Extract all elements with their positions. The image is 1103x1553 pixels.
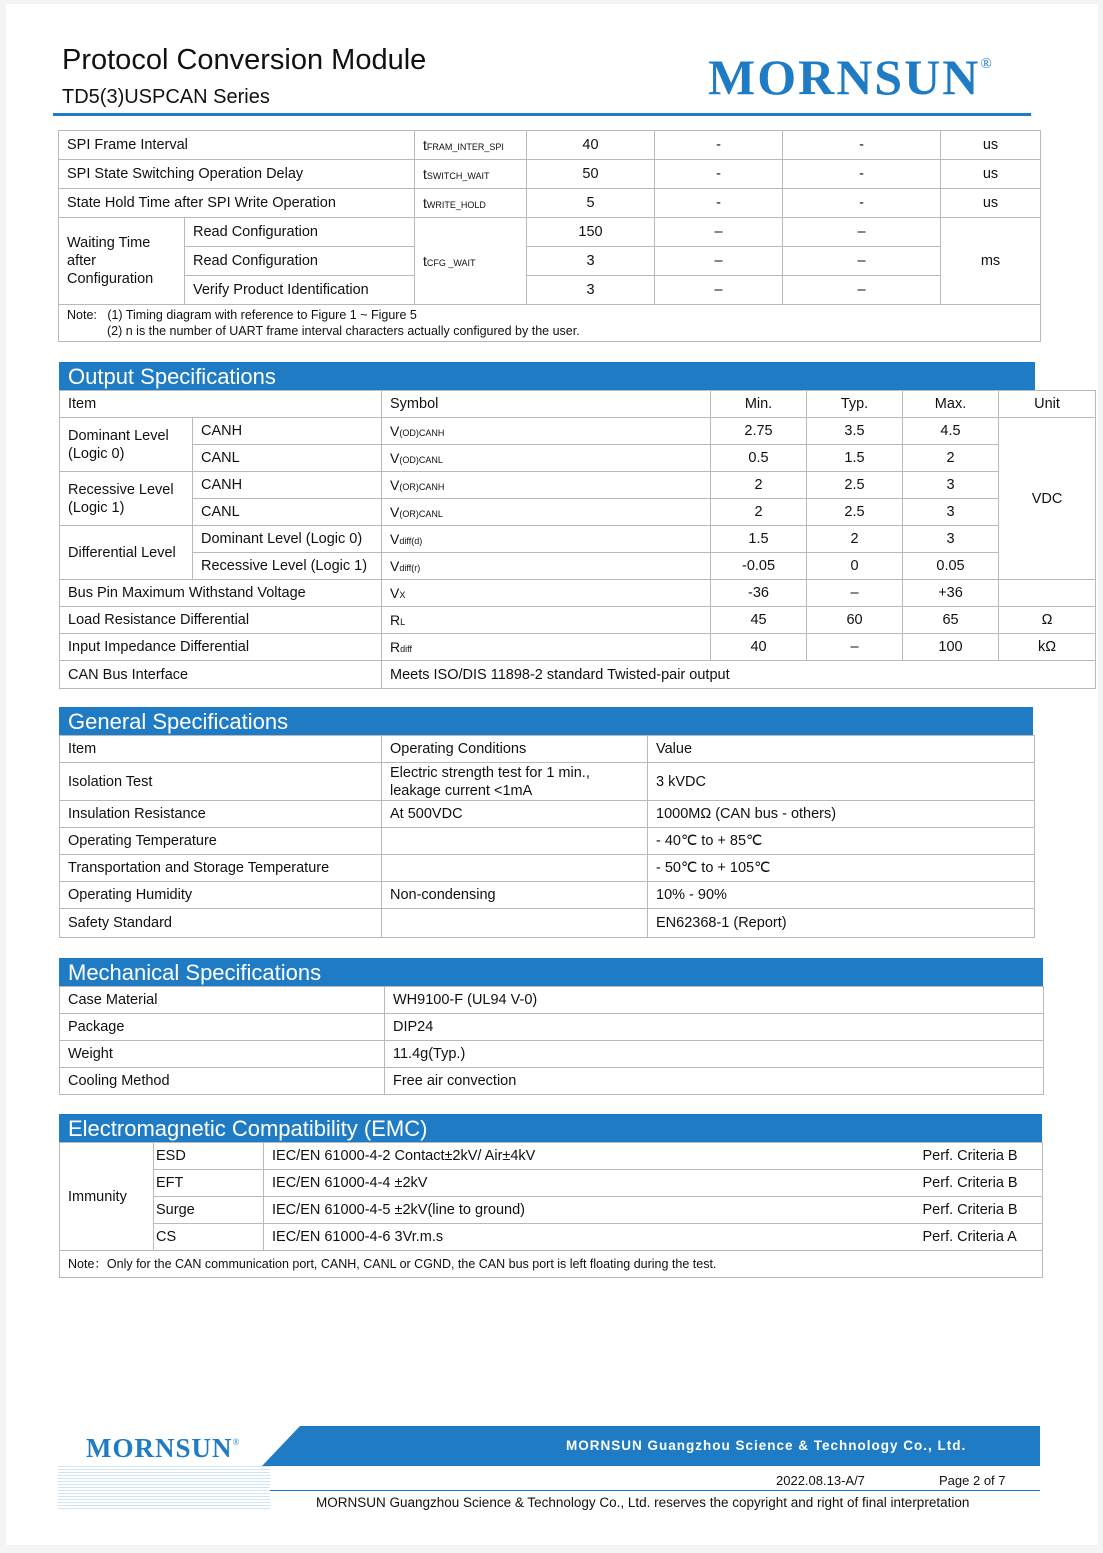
sub-item: CANL [193,445,382,472]
footer-rule [270,1490,1040,1491]
typ-value: 2 [807,526,903,553]
timing-unit: us [941,131,1041,160]
waiting-typ: – [655,276,783,305]
table-row [59,247,1041,276]
output-table [59,390,1096,689]
footer-page-number: Page 2 of 7 [939,1473,1006,1488]
section-title-emc: Electromagnetic Compatibility (EMC) [59,1114,1042,1142]
footer-registered-mark: ® [232,1437,241,1447]
table-row [60,1068,1044,1095]
waiting-max: – [783,247,941,276]
col-header-symbol: Symbol [382,391,711,418]
table-row [59,276,1041,305]
general-conditions: At 500VDC [382,801,648,828]
table-header-row [60,736,1035,763]
emc-table [59,1142,1043,1278]
min-value: 2 [711,472,807,499]
general-value: 3 kVDC [648,763,1035,801]
timing-note [59,305,1041,342]
min-value: 40 [711,634,807,661]
note-line-2: (2) n is the number of UART frame interval characters actually configured by the user. [107,324,580,338]
table-row [60,580,1096,607]
timing-item: State Hold Time after SPI Write Operation [59,189,415,218]
logo-text: MORNSUN [708,49,981,105]
max-value: 2 [903,445,999,472]
sub-item: Dominant Level (Logic 0) [193,526,382,553]
col-header-value: Value [648,736,1035,763]
timing-min: 40 [527,131,655,160]
registered-mark: ® [980,56,992,72]
col-header-min: Min. [711,391,807,418]
timing-typ: - [655,189,783,218]
max-value: 100 [903,634,999,661]
max-value: 3 [903,499,999,526]
sub-item: CANH [193,472,382,499]
emc-type: EFT [154,1170,264,1197]
table-row [59,189,1041,218]
table-row [60,472,1096,499]
timing-symbol: tWRITE_HOLD [415,189,527,218]
waiting-max: – [783,276,941,305]
table-row [60,1014,1044,1041]
waiting-label: Waiting Time after Configuration [59,218,185,305]
general-conditions [382,828,648,855]
general-conditions [382,909,648,938]
max-value: 0.05 [903,553,999,580]
waiting-min: 3 [527,276,655,305]
can-bus-item: CAN Bus Interface [60,661,382,689]
symbol: V(OD)CANH [382,418,711,445]
min-value: -36 [711,580,807,607]
typ-value: 0 [807,553,903,580]
general-value: EN62368-1 (Report) [648,909,1035,938]
symbol: VX [382,580,711,607]
can-bus-value: Meets ISO/DIS 11898-2 standard Twisted-pair output [382,661,1096,689]
section-title-output: Output Specifications [59,362,1035,390]
table-row [59,305,1041,342]
waiting-typ: – [655,247,783,276]
max-value: 4.5 [903,418,999,445]
general-value: - 50℃ to + 105℃ [648,855,1035,882]
immunity-label: Immunity [60,1143,154,1251]
table-row [60,661,1096,689]
table-row [60,553,1096,580]
max-value: +36 [903,580,999,607]
table-row [60,445,1096,472]
timing-item: SPI State Switching Operation Delay [59,160,415,189]
emc-type: Surge [154,1197,264,1224]
typ-value: – [807,580,903,607]
symbol: RL [382,607,711,634]
table-row [60,1224,1043,1251]
emc-standard: IEC/EN 61000-4-4 ±2kV [264,1170,915,1197]
col-header-typ: Typ. [807,391,903,418]
timing-max: - [783,160,941,189]
waiting-typ: – [655,218,783,247]
dominant-level-label: Dominant Level (Logic 0) [60,418,193,472]
max-value: 3 [903,472,999,499]
symbol: V(OD)CANL [382,445,711,472]
general-value: 1000MΩ (CAN bus - others) [648,801,1035,828]
general-value: - 40℃ to + 85℃ [648,828,1035,855]
footer-logo [86,1433,240,1464]
typ-value: 1.5 [807,445,903,472]
table-row [59,131,1041,160]
mechanical-item: Case Material [60,987,385,1014]
general-conditions: Non-condensing [382,882,648,909]
emc-standard: IEC/EN 61000-4-2 Contact±2kV/ Air±4kV [264,1143,915,1170]
general-value: 10% - 90% [648,882,1035,909]
mechanical-value: WH9100-F (UL94 V-0) [385,987,1044,1014]
min-value: 2.75 [711,418,807,445]
emc-criteria: Perf. Criteria B [915,1197,1043,1224]
timing-typ: - [655,160,783,189]
section-title-general: General Specifications [59,707,1033,735]
timing-max: - [783,189,941,218]
col-header-max: Max. [903,391,999,418]
min-value: 2 [711,499,807,526]
note-line-1: (1) Timing diagram with reference to Figure 1 ~ Figure 5 [107,308,417,322]
timing-unit: us [941,160,1041,189]
general-conditions [382,855,648,882]
table-row [60,909,1035,938]
timing-max: - [783,131,941,160]
timing-table [58,130,1041,342]
mechanical-value: 11.4g(Typ.) [385,1041,1044,1068]
waiting-condition: Read Configuration [185,247,415,276]
col-header-conditions: Operating Conditions [382,736,648,763]
footer-company: MORNSUN Guangzhou Science & Technology Co., Ltd. [566,1438,967,1453]
table-row [60,801,1035,828]
table-row [60,1170,1043,1197]
sub-item: CANH [193,418,382,445]
emc-criteria: Perf. Criteria B [915,1170,1043,1197]
timing-symbol: tFRAM_INTER_SPI [415,131,527,160]
header-rule [53,113,1031,116]
general-conditions: Electric strength test for 1 min., leakage current <1mA [382,763,648,801]
timing-typ: - [655,131,783,160]
typ-value: 2.5 [807,499,903,526]
unit-value: Ω [999,607,1096,634]
symbol: V(OR)CANH [382,472,711,499]
document-title: Protocol Conversion Module [62,44,427,76]
footer-copyright: MORNSUN Guangzhou Science & Technology Co., Ltd. reserves the copyright and right of final interpretation [316,1495,970,1510]
table-row [60,499,1096,526]
symbol: V(OR)CANL [382,499,711,526]
col-header-item: Item [60,391,382,418]
table-row [60,1041,1044,1068]
recessive-level-label: Recessive Level (Logic 1) [60,472,193,526]
note-label: Note: [67,308,97,322]
typ-value: 2.5 [807,472,903,499]
table-row [60,763,1035,801]
emc-type: ESD [154,1143,264,1170]
mornsun-logo [708,48,992,106]
emc-type: CS [154,1224,264,1251]
general-item: Operating Humidity [60,882,382,909]
table-row [59,160,1041,189]
section-title-mechanical: Mechanical Specifications [59,958,1043,986]
sub-item: CANL [193,499,382,526]
symbol: Rdiff [382,634,711,661]
waiting-unit: ms [941,218,1041,305]
mechanical-value: Free air convection [385,1068,1044,1095]
timing-min: 50 [527,160,655,189]
timing-symbol: tSWITCH_WAIT [415,160,527,189]
max-value: 3 [903,526,999,553]
differential-level-label: Differential Level [60,526,193,580]
table-row [60,1197,1043,1224]
table-row [60,634,1096,661]
emc-note: Note：Only for the CAN communication port, CANH, CANL or CGND, the CAN bus port is left floating during the test. [60,1251,1043,1278]
max-value: 65 [903,607,999,634]
typ-value: 3.5 [807,418,903,445]
sub-item: Recessive Level (Logic 1) [193,553,382,580]
min-value: 45 [711,607,807,634]
mechanical-item: Weight [60,1041,385,1068]
table-row [60,828,1035,855]
min-value: -0.05 [711,553,807,580]
waiting-max: – [783,218,941,247]
general-item: Operating Temperature [60,828,382,855]
timing-item: SPI Frame Interval [59,131,415,160]
min-value: 1.5 [711,526,807,553]
waiting-condition: Read Configuration [185,218,415,247]
symbol: Vdiff(d) [382,526,711,553]
emc-standard: IEC/EN 61000-4-5 ±2kV(line to ground) [264,1197,915,1224]
table-row [60,526,1096,553]
min-value: 0.5 [711,445,807,472]
waiting-min: 150 [527,218,655,247]
table-row [60,882,1035,909]
unit-value [999,580,1096,607]
col-header-item: Item [60,736,382,763]
waiting-symbol: tCFG _WAIT [415,218,527,305]
input-impedance-item: Input Impedance Differential [60,634,382,661]
table-row [60,1143,1043,1170]
bus-pin-item: Bus Pin Maximum Withstand Voltage [60,580,382,607]
emc-standard: IEC/EN 61000-4-6 3Vr.m.s [264,1224,915,1251]
symbol: Vdiff(r) [382,553,711,580]
timing-min: 5 [527,189,655,218]
mechanical-item: Package [60,1014,385,1041]
table-row [60,855,1035,882]
general-item: Transportation and Storage Temperature [60,855,382,882]
load-resistance-item: Load Resistance Differential [60,607,382,634]
general-table [59,735,1035,938]
document-series: TD5(3)USPCAN Series [62,86,270,108]
general-item: Isolation Test [60,763,382,801]
waiting-min: 3 [527,247,655,276]
mechanical-table [59,986,1044,1095]
footer-stripes [58,1466,270,1510]
emc-criteria: Perf. Criteria B [915,1143,1043,1170]
general-item: Safety Standard [60,909,382,938]
mechanical-item: Cooling Method [60,1068,385,1095]
timing-unit: us [941,189,1041,218]
table-header-row [60,391,1096,418]
emc-criteria: Perf. Criteria A [915,1224,1043,1251]
general-item: Insulation Resistance [60,801,382,828]
table-row [59,218,1041,247]
table-row [60,418,1096,445]
footer-logo-text: MORNSUN [86,1433,233,1463]
typ-value: 60 [807,607,903,634]
table-row [60,987,1044,1014]
unit-vdc: VDC [999,418,1096,580]
typ-value: – [807,634,903,661]
table-row [60,1251,1043,1278]
unit-value: kΩ [999,634,1096,661]
footer-date: 2022.08.13-A/7 [776,1473,865,1488]
table-row [60,607,1096,634]
col-header-unit: Unit [999,391,1096,418]
waiting-condition: Verify Product Identification [185,276,415,305]
mechanical-value: DIP24 [385,1014,1044,1041]
